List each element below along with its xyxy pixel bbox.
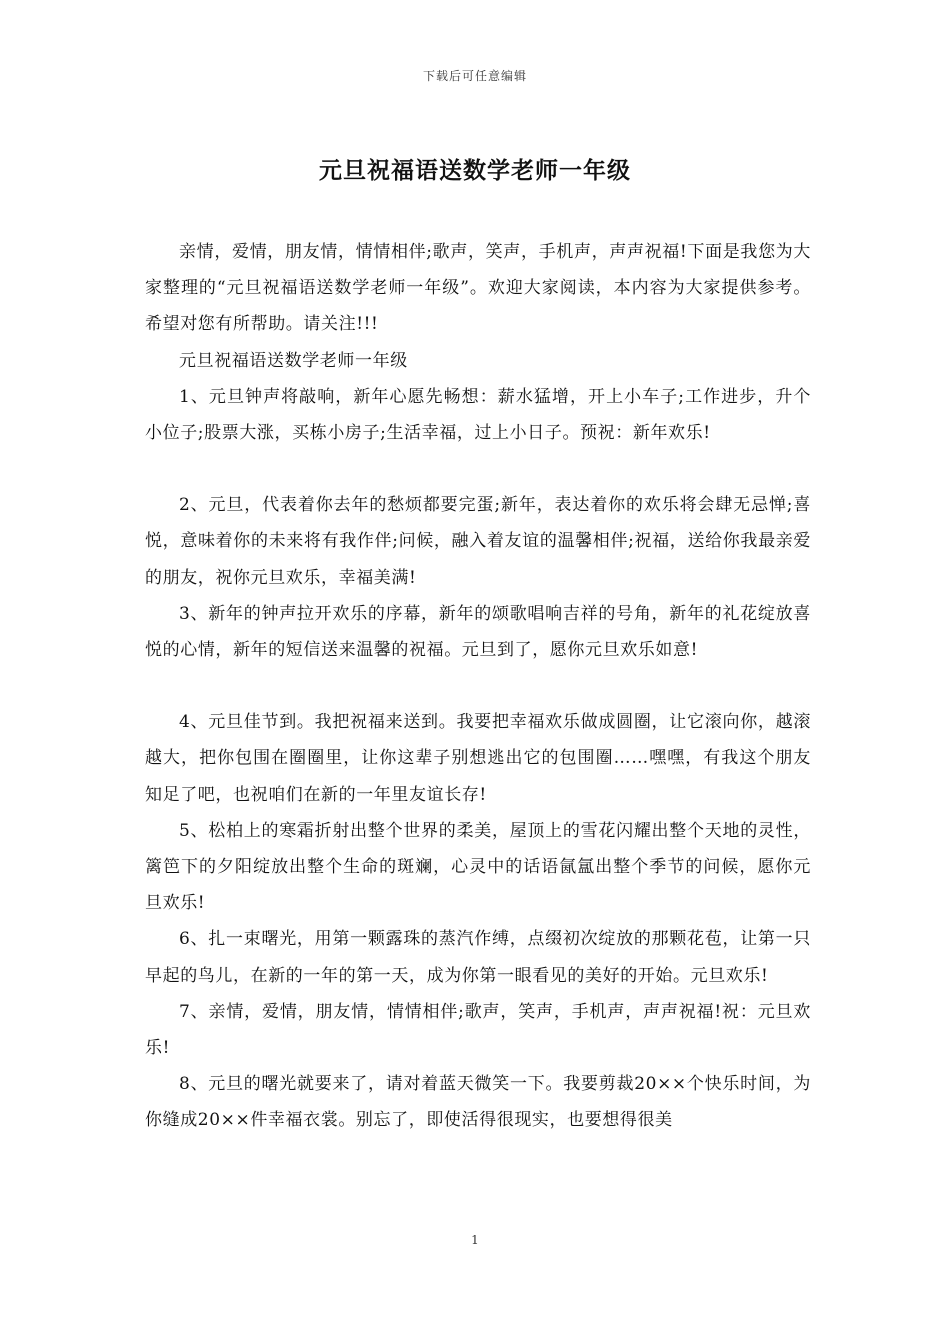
intro-paragraph: 亲情，爱情，朋友情，情情相伴;歌声，笑声，手机声，声声祝福!下面是我您为大家整理的“元旦祝福语送数学老师一年级”。欢迎大家阅读，本内容为大家提供参考。希望对您有所帮助。请关注!!!	[145, 242, 811, 335]
document-title: 元旦祝福语送数学老师一年级	[319, 157, 631, 184]
header-note: 下载后可任意编辑	[422, 69, 527, 83]
page-number: 1	[471, 1233, 479, 1247]
wish-paragraph-6: 6、扎一束曙光，用第一颗露珠的蒸汽作缚，点缀初次绽放的那颗花苞，让第一只早起的鸟儿，在新的一年的第一天，成为你第一眼看见的美好的开始。元旦欢乐!	[145, 929, 811, 986]
wish-paragraph-7: 7、亲情，爱情，朋友情，情情相伴;歌声，笑声，手机声，声声祝福!祝：元旦欢乐!	[145, 1001, 811, 1059]
wish-paragraph-8: 8、元旦的曙光就要来了，请对着蓝天微笑一下。我要剪裁20××个快乐时间，为你缝成20××件幸福衣裳。别忘了，即使活得很现实，也要想得很美	[145, 1074, 811, 1131]
wish-paragraph-1: 1、元旦钟声将敲响，新年心愿先畅想：薪水猛增，开上小车子;工作进步，升个小位子;股票大涨，买栋小房子;生活幸福，过上小日子。预祝：新年欢乐!	[145, 386, 811, 444]
wish-paragraph-2: 2、元旦，代表着你去年的愁烦都要完蛋;新年，表达着你的欢乐将会肆无忌惮;喜悦，意味着你的未来将有我作伴;问候，融入着友谊的温馨相伴;祝福，送给你我最亲爱的朋友，祝你元旦欢乐，幸福美满!	[145, 495, 811, 588]
wish-paragraph-3: 3、新年的钟声拉开欢乐的序幕，新年的颂歌唱响吉祥的号角，新年的礼花绽放喜悦的心情，新年的短信送来温馨的祝福。元旦到了，愿你元旦欢乐如意!	[145, 603, 811, 661]
document-body	[145, 234, 811, 1139]
section-heading: 元旦祝福语送数学老师一年级	[179, 350, 408, 371]
wish-paragraph-4: 4、元旦佳节到。我把祝福来送到。我要把幸福欢乐做成圆圈，让它滚向你，越滚越大，把你包围在圈圈里，让你这辈子别想逃出它的包围圈……嘿嘿，有我这个朋友知足了吧，也祝咱们在新的一年里友谊长存!	[145, 712, 811, 805]
wish-paragraph-5: 5、松柏上的寒霜折射出整个世界的柔美，屋顶上的雪花闪耀出整个天地的灵性，篱笆下的夕阳绽放出整个生命的斑斓，心灵中的话语氤氲出整个季节的问候，愿你元旦欢乐!	[145, 820, 811, 914]
